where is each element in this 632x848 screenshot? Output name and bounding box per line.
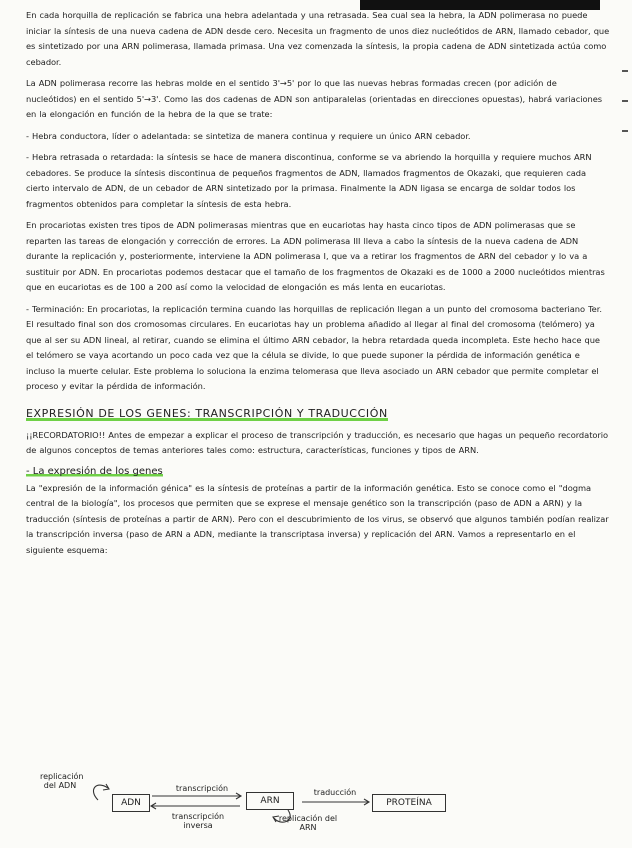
rna-box: ARN [246,792,294,810]
label-reverse-transcription: transcripción inversa [171,812,225,830]
edge-mark [622,100,628,102]
redaction-bar [360,0,600,10]
section-title: EXPRESIÓN DE LOS GENES: TRANSCRIPCIÓN Y TRADUCCIÓN [26,406,388,420]
final-paragraph: La "expresión de la información génica" es la síntesis de proteínas a partir de la información genética. Esto se conoce como el "dogma central de la biología", los procesos que permiten que se exprese el mensaje genético son la transcripción (paso de ADN a ARN) y la traducción (síntesis de proteínas a partir de ARN). Pero con el descubrimiento de los virus, se observó que algunos también podían realizar la transcripción inversa (paso de ARN a ADN, mediante la transcriptasa inversa) y replicación del ARN. Vamos a representarlo en el siguiente esquema: [26,482,609,555]
paragraph-3: - Hebra conductora, líder o adelantada: se sintetiza de manera continua y requiere un único ARN cebador. [26,130,471,141]
subheading: - La expresión de los genes [26,465,163,477]
paragraph-4: - Hebra retrasada o retardada: la síntesis se hace de manera discontinua, conforme se va abriendo la horquilla y requiere muchos ARN cebadores. Se produce la síntesis discontinua de pequeños fragmentos de ADN, llamados fragmentos de Okazaki, que requieren cada cierto intervalo de ADN, de un cebador de ARN sintetizado por la primasa. Finalmente la ADN ligasa se encarga de soldar todos los fragmentos obtenidos para completar la síntesis de esta hebra. [26,152,592,209]
paragraph-6: - Terminación: En procariotas, la replicación termina cuando las horquillas de replicación llegan a un punto del cromosoma bacteriano Ter. El resultado final son dos cromosomas circulares. En eucariotas hay un problema añadido al llegar al final del cromosoma (telómero) ya que al ser su ADN lineal, al retirar, cuando se elimina el último ARN cebador, la hebra retardada queda incompleta. Este hecho hace que el telómero se vaya acortando un poco cada vez que la célula se divide, lo que puede suponer la pérdida de información genética e incluso la muerte celular. Este problema lo soluciona la enzima telomerasa que lleva asociado un ARN cebador que permite completar el proceso y evitar la pérdida de información. [26,303,602,391]
label-transcription: transcripción [175,784,229,793]
edge-mark [622,70,628,72]
paragraph-2: La ADN polimerasa recorre las hebras molde en el sentido 3'→5' por lo que las nuevas hebras formadas crecen (por adición de nucleótidos) en el sentido 5'→3'. Como las dos cadenas de ADN son antiparalelas (orientadas en direcciones opuestas), habrá variaciones en la elongación en función de la hebra de la que se trate: [26,78,603,119]
gene-expression-diagram [40,770,460,840]
label-translation: traducción [313,788,357,797]
intro-paragraph: ¡¡RECORDATORIO!! Antes de empezar a explicar el proceso de transcripción y traducción, es necesario que hagas un pequeño recordatorio de algunos conceptos de temas anteriores tales como: estructura, características, funciones y tipos de ARN. [26,429,609,455]
dna-box: ADN [112,794,150,812]
paragraph-1: En cada horquilla de replicación se fabrica una hebra adelantada y una retrasada. Sea cual sea la hebra, la ADN polimerasa no puede iniciar la síntesis de una nueva cadena de ADN desde cero. Necesita un fragmento de unos diez nucleótidos de ARN, llamado cebador, que es sintetizado por una ARN polimerasa, llamada primasa. Una vez comenzada la síntesis, la propia cadena de ADN sintetizada actúa como cebador. [26,10,610,67]
edge-mark [622,130,628,132]
label-replication-dna: replicación del ADN [40,772,84,790]
protein-box: PROTEÍNA [372,794,446,812]
paragraph-5: En procariotas existen tres tipos de ADN polimerasas mientras que en eucariotas hay hasta cinco tipos de ADN polimerasas que se reparten las tareas de elongación y corrección de errores. La ADN polimerasa III lleva a cabo la síntesis de la nueva cadena de ADN durante la replicación y, posteriormente, interviene la ADN polimerasa I, que va a retirar los fragmentos de ARN del cebador y lo va a sustituir por ADN. En procariotas podemos destacar que el tamaño de los fragmentos de Okazaki es de 1000 a 2000 nucleótidos mientras que en eucariotas es de 100 a 200 así como la velocidad de elongación es más lenta en eucariotas. [26,220,605,292]
label-replication-rna: replicación del ARN [278,814,338,832]
